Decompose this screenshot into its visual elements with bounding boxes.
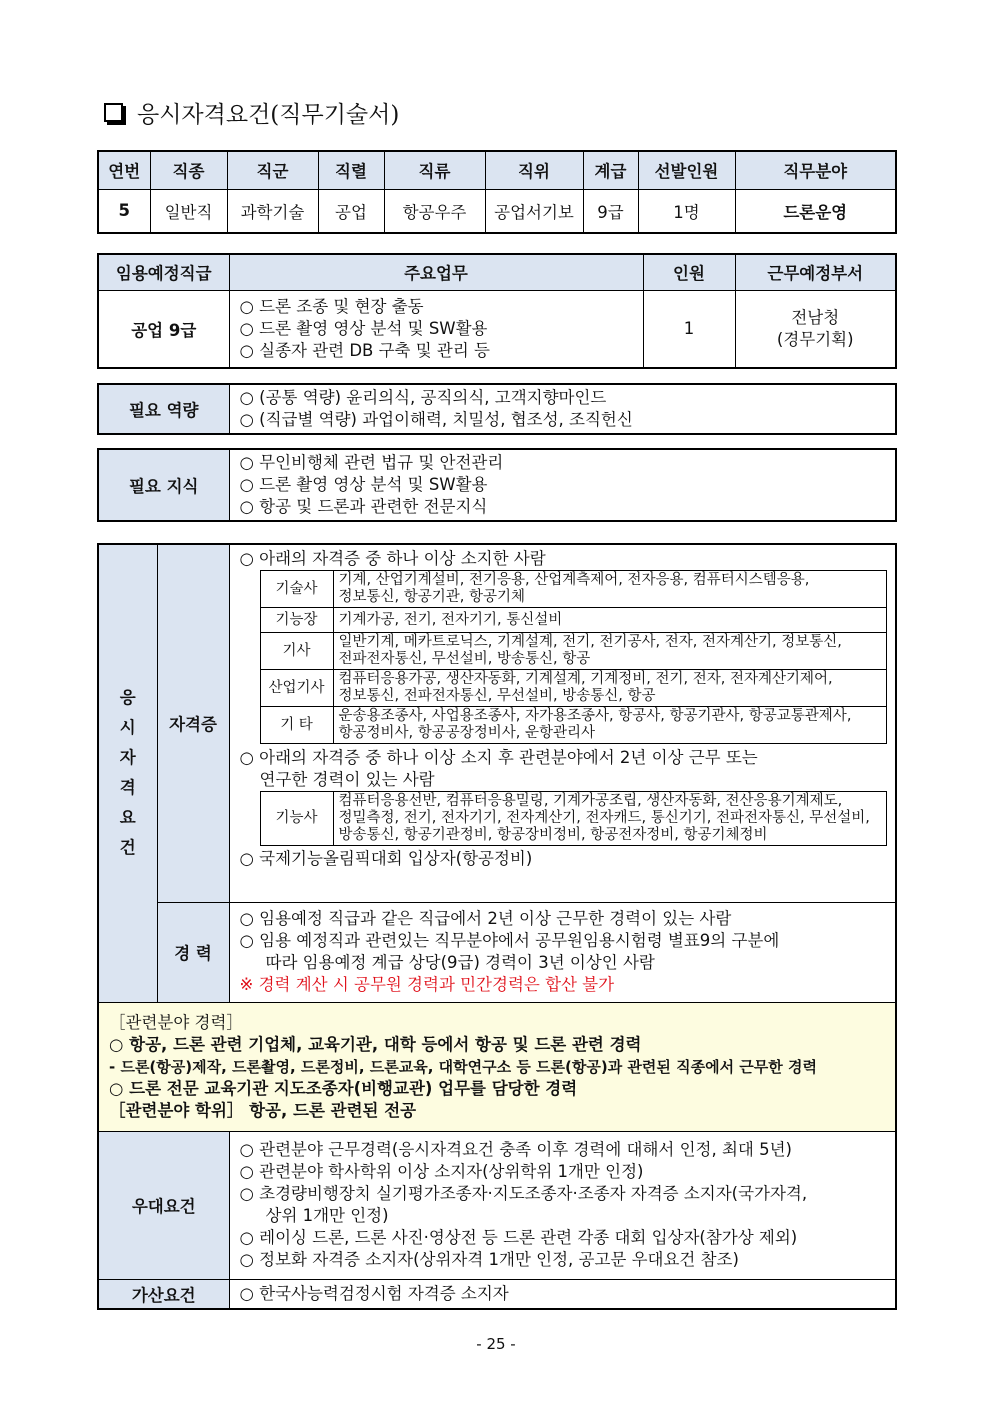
related-field-box [98, 1002, 896, 1131]
header-cell: 연번 [98, 151, 150, 189]
knowledge-label: 필요 지식 [98, 449, 229, 521]
grade-cell: 공업 9급 [98, 290, 229, 368]
table-cell: 드론운영 [735, 189, 896, 233]
header-cell: 인원 [643, 254, 735, 290]
position-header-row [98, 151, 896, 189]
cert-label: 자격증 [157, 544, 229, 902]
cert-intro2: ○ 아래의 자격증 중 하나 이상 소지 후 관련분야에서 2년 이상 근무 또는 [240, 747, 888, 769]
requirements-table [97, 543, 897, 1310]
related-item: ○ 항공, 드론 관련 기업체, 교육기관, 대학 등에서 항공 및 드론 관련 경력 [109, 1034, 642, 1054]
title-text: 응시자격요건(직무기술서) [137, 102, 400, 128]
position-table [97, 150, 897, 234]
bonus-label: 가산요건 [98, 1279, 229, 1309]
related-item: ○ 드론 전문 교육기관 지도조종자(비행교관) 업무를 담당한 경력 [109, 1078, 578, 1098]
table-cell: 공업서기보 [485, 189, 583, 233]
header-cell: 직종 [150, 151, 227, 189]
competency-table [97, 383, 897, 435]
tech-subtable [260, 791, 888, 846]
header-cell: 계급 [583, 151, 638, 189]
career-note: ※ 경력 계산 시 공무원 경력과 민간경력은 합산 불가 [239, 975, 615, 994]
knowledge-item: ○ 무인비행체 관련 법규 및 안전관리 [240, 452, 892, 474]
table-cell: 5 [98, 189, 150, 233]
header-cell: 선발인원 [638, 151, 735, 189]
bonus-item: ○ 한국사능력검정시험 자격증 소지자 [240, 1283, 892, 1305]
duty-data-row [98, 290, 896, 368]
cert-row: 기술사 기계, 산업기계설비, 전기응용, 산업계측제어, 전자응용, 컴퓨터시스템응용, 정보통신, 항공기관, 항공기체 [260, 571, 887, 608]
position-data-row [98, 189, 896, 233]
header-cell: 주요업무 [229, 254, 643, 290]
related-heading: ［관련분야 경력］ [109, 1012, 243, 1032]
knowledge-table [97, 448, 897, 522]
cert-row: 기 타 운송용조종사, 사업용조종사, 자가용조종사, 항공사, 항공기관사, 항공교통관제사, 항공정비사, 항공공장정비사, 운항관리사 [260, 707, 887, 744]
cert-cell [229, 544, 896, 902]
duties-cell [229, 290, 643, 368]
cert-row: 기능사 컴퓨터응용선반, 컴퓨터응용밀링, 기계가공조립, 생산자동화, 전산응용기계제도, 정밀측정, 전기, 전자기기, 전자계산기, 전자캐드, 통신기기, 전파전자통신, 무선설비, 방송통신, 항공기관정비, 항공장비정비, 항공전자정비, 항공기체정비 [260, 792, 887, 846]
duty-item: ○ 드론 촬영 영상 분석 및 SW활용 [240, 318, 639, 340]
checkbox-icon [104, 103, 123, 122]
career-cell [229, 902, 896, 1002]
duty-table [97, 253, 897, 369]
knowledge-item: ○ 항공 및 드론과 관련한 전문지식 [240, 496, 892, 518]
preference-item: ○ 관련분야 근무경력(응시자격요건 충족 이후 경력에 대해서 인정, 최대 5년) [240, 1139, 888, 1161]
header-cell: 직렬 [318, 151, 384, 189]
related-subitem: - 드론(항공)제작, 드론촬영, 드론정비, 드론교육, 대학연구소 등 드론(항공)과 관련된 직종에서 근무한 경력 [109, 1057, 817, 1076]
competency-label: 필요 역량 [98, 384, 229, 434]
table-cell: 공업 [318, 189, 384, 233]
preference-item-cont: 상위 1개만 인정) [265, 1206, 389, 1225]
header-cell: 직군 [227, 151, 318, 189]
career-item-cont: 따라 임용예정 계급 상당(9급) 경력이 3년 이상인 사람 [265, 953, 655, 972]
preference-item: ○ 관련분야 학사학위 이상 소지자(상위학위 1개만 인정) [240, 1161, 888, 1183]
header-cell: 직무분야 [735, 151, 896, 189]
knowledge-cell [229, 449, 896, 521]
preference-item: ○ 레이싱 드론, 드론 사진·영상전 등 드론 관련 각종 대회 입상자(참가상 제외) [240, 1227, 888, 1249]
career-item: ○ 임용예정 직급과 같은 직급에서 2년 이상 근무한 경력이 있는 사람 [240, 908, 888, 930]
table-cell: 1명 [638, 189, 735, 233]
competency-item: ○ (공통 역량) 윤리의식, 공직의식, 고객지향마인드 [240, 387, 892, 409]
table-cell: 과학기술 [227, 189, 318, 233]
header-cell: 직위 [485, 151, 583, 189]
requirements-vertical-label: 응 시 자 격 요 건 [98, 544, 157, 1002]
dept-line: (경무기획) [776, 329, 854, 349]
preference-cell [229, 1131, 896, 1279]
competency-item: ○ (직급별 역량) 과업이해력, 치밀성, 협조성, 조직헌신 [240, 409, 892, 431]
bonus-cell [229, 1279, 896, 1309]
cert-row: 기사 일반기계, 메카트로닉스, 기계설계, 전기, 전기공사, 전자, 전자계산기, 정보통신, 전파전자통신, 무선설비, 방송통신, 항공 [260, 633, 887, 670]
table-cell: 일반직 [150, 189, 227, 233]
duty-item: ○ 실종자 관련 DB 구축 및 관리 등 [240, 340, 639, 362]
preference-item: ○ 정보화 자격증 소지자(상위자격 1개만 인정, 공고문 우대요건 참조) [240, 1249, 888, 1271]
cert-row: 산업기사 컴퓨터응용가공, 생산자동화, 기계설계, 기계정비, 전기, 전자, 전자계산기제어, 정보통신, 전파전자통신, 무선설비, 방송통신, 항공 [260, 670, 887, 707]
dept-cell [735, 290, 896, 368]
page-title [104, 96, 399, 129]
count-cell: 1 [643, 290, 735, 368]
duty-item: ○ 드론 조종 및 현장 출동 [240, 296, 639, 318]
cert-intro2-cont: 연구한 경력이 있는 사람 [259, 770, 435, 789]
cert-row: 기능장 기계가공, 전기, 전자기기, 통신설비 [260, 608, 887, 633]
page-number: - 25 - [476, 1335, 516, 1353]
preference-label: 우대요건 [98, 1131, 229, 1279]
duty-header-row [98, 254, 896, 290]
table-cell: 9급 [583, 189, 638, 233]
competency-cell [229, 384, 896, 434]
header-cell: 직류 [384, 151, 485, 189]
dept-line: 전남청 [791, 307, 840, 327]
preference-item: ○ 초경량비행장치 실기평가조종자·지도조종자·조종자 자격증 소지자(국가자격, [240, 1183, 888, 1205]
career-item: ○ 임용 예정직과 관련있는 직무분야에서 공무원임용시험령 별표9의 구분에 [240, 930, 888, 952]
olympic-item: ○ 국제기능올림픽대회 입상자(항공정비) [240, 848, 888, 870]
header-cell: 근무예정부서 [735, 254, 896, 290]
header-cell: 임용예정직급 [98, 254, 229, 290]
knowledge-item: ○ 드론 촬영 영상 분석 및 SW활용 [240, 474, 892, 496]
cert-intro: ○ 아래의 자격증 중 하나 이상 소지한 사람 [240, 548, 888, 570]
related-degree: ［관련분야 학위］ 항공, 드론 관련된 전공 [109, 1100, 417, 1120]
career-label: 경 력 [157, 902, 229, 1002]
cert-subtable [260, 570, 888, 744]
table-cell: 항공우주 [384, 189, 485, 233]
